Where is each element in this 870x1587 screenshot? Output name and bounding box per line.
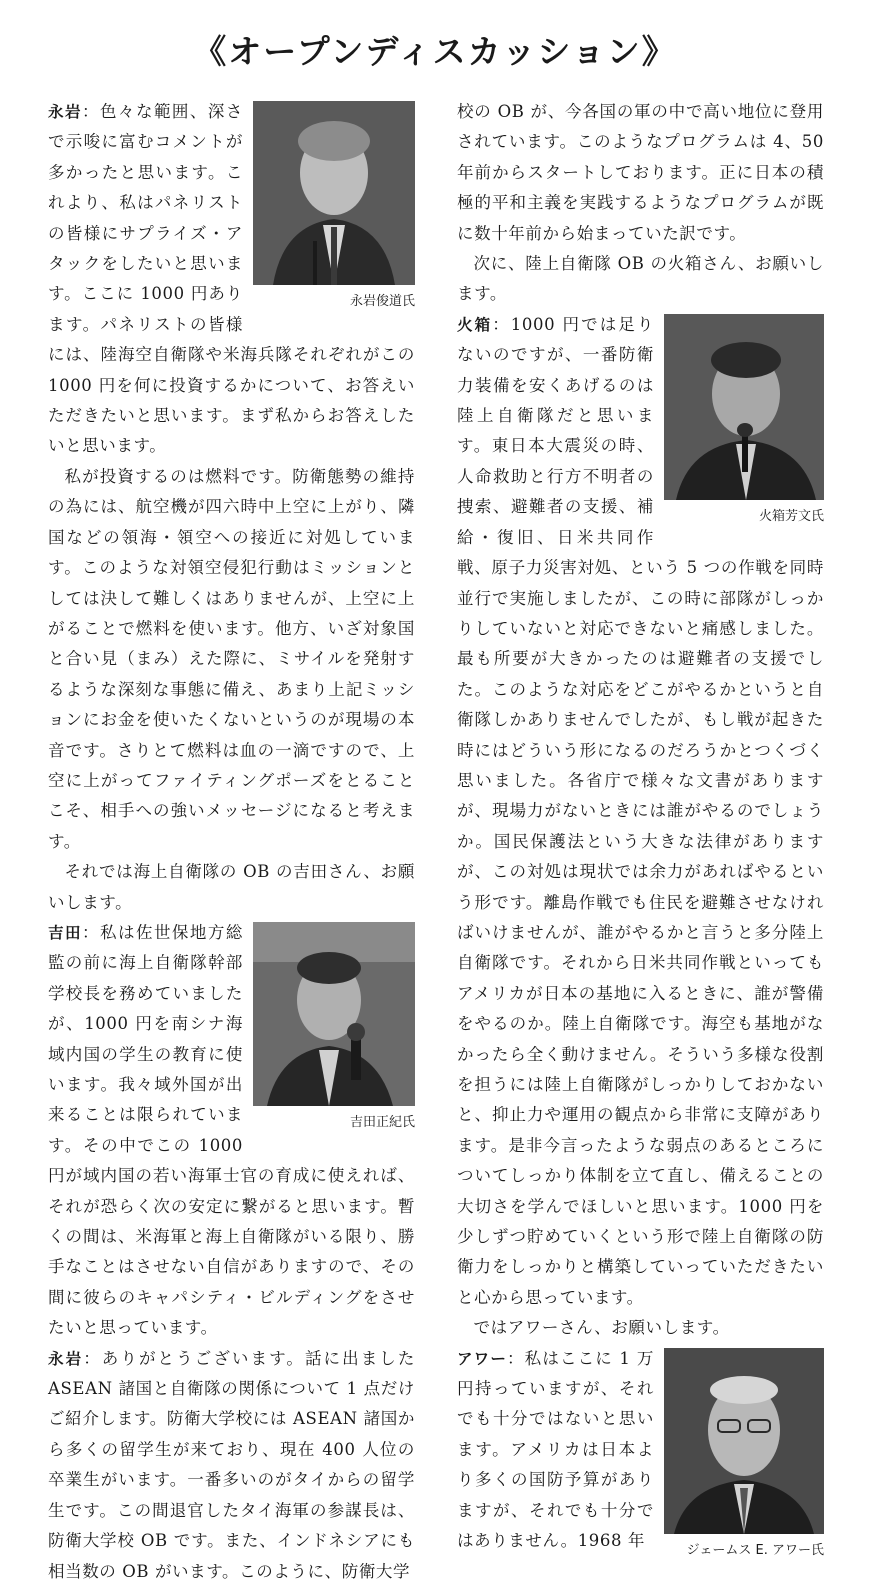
- caption-hibako: 火箱芳文氏: [758, 508, 824, 524]
- speech-text: ：ありがとうございます。話に出ました ASEAN 諸国と自衛隊の関係について 1 点だけご紹介します。防衛大学校には ASEAN 諸国から多くの留学生が来ており、現在 400 人位の卒業生がいます。一番多いのがタイからの留学生です。この間退官したタイ海軍の参謀長は、防衛大学校 OB です。また、インドネシアにも相当数の OB がいます。このように、防衛大学: [48, 1348, 415, 1581]
- speech-text: ：色々な範囲、深さで示唆に富むコメントが多かったと思います。これより、私はパネリストの皆様にサプライズ・アタックをしたいと思います。ここに 1000 円あります。パネリストの皆様には、陸海空自衛隊や米海兵隊それぞれがこの 1000 円を何に投資するかについて、お答えいただきたいと思います。まず私からお答えしたいと思います。: [48, 102, 415, 456]
- speaker-label: 吉田: [48, 923, 82, 942]
- paragraph: それでは海上自衛隊の OB の吉田さん、お願いします。: [48, 862, 415, 912]
- right-column: [457, 97, 824, 1568]
- speech-text: ：1000 円では足りないのですが、一番防衛力装備を安くあげるのは陸上自衛隊だと思います。東日本大震災の時、人命救助と行方不明者の捜索、避難者の支援、補給・復旧、日米共同作戦、原子力災害対処、という 5 つの作戦を同時並行で実施しましたが、この時に部隊がしっかりしていないと対応できないと痛感しました。最も所要が大きかったのは避難者の支援でした。このような対応をどこがやるかというと自衛隊しかありませんでしたが、もし戦が起きた時にはどういう形になるのだろうかとつくづく思いました。各省庁で様々な文書がありますが、現場力がないときには誰がやるのでしょうか。国民保護法という大きな法律がありますが、この対処は現状では余力があればやるという形です。離島作戦でも住民を避難させなければいけませんが、誰がやるかと言うと多分陸上自衛隊です。それから日米共同作戦といってもアメリカが日本の基地に入るときに、誰が警備をやるのか。陸上自衛隊です。海空も基地がなかったら全く動けません。そういう多様な役割を担うには陸上自衛隊がしっかりしておかないと、抑止力や運用の観点から非常に支障があります。是非今言ったような弱点のあるところについてしっかり体制を立て直し、備えることの大切さを学んでほしいと思います。1000 円を少しずつ貯めていくという形で陸上自衛隊の防衛力をしっかりと構築していっていただきたいと心から思っています。: [457, 314, 824, 1307]
- figure-yoshida: [253, 922, 415, 1136]
- paragraph: 校の OB が、今各国の軍の中で高い地位に登用されています。このようなプログラムは 4、50 年前からスタートしております。正に日本の積極的平和主義を実践するようなプログラムが既に数十年前から始まっていた訳です。: [457, 102, 824, 243]
- caption-yoshida: 吉田正紀氏: [349, 1114, 415, 1130]
- photo-nagaiwa: [253, 101, 415, 285]
- figure-auer: [664, 1348, 824, 1564]
- speech-text: ：私はここに 1 万円持っていますが、それでも十分ではないと思います。アメリカは日本より多くの国防予算がありますが、それでも十分ではありません。1968 年: [457, 1348, 654, 1551]
- paragraph: [457, 310, 824, 1313]
- paragraph: [457, 1344, 824, 1557]
- speaker-label: 火箱: [457, 315, 493, 334]
- photo-auer: [664, 1348, 824, 1534]
- paragraph: 私が投資するのは燃料です。防衛態勢の維持の為には、航空機が四六時中上空に上がり、隣国などの領海・領空への接近に対処しています。このような対領空侵犯行動はミッションとしては決して難しくはありませんが、上空に上がることで燃料を使います。他方、いざ対象国と合い見（まみ）えた際に、ミサイルを発射するような深刻な事態に備え、あまり上記ミッションにお金を使いたくないというのが現場の本音です。さりとて燃料は血の一滴ですので、上空に上がってファイティングポーズをとることこそ、相手への強いメッセージになると考えます。: [48, 466, 415, 851]
- photo-yoshida: [253, 922, 415, 1106]
- photo-hibako: [664, 314, 824, 500]
- speech-text: ：私は佐世保地方総監の前に海上自衛隊幹部学校長を務めていましたが、1000 円を南シナ海域内国の学生の教育に使います。我々域外国が出来ることは限られています。その中でこの 1000 円が域内国の若い海軍士官の育成に使えれば、それが恐らく次の安定に繋がると思います。暫くの間は、米海軍と海上自衛隊がいる限り、勝手なことはさせない自信がありますので、その間に彼らのキャパシティ・ビルディングをさせたいと思っています。: [48, 922, 415, 1338]
- left-column: [48, 97, 415, 1587]
- paragraph: 次に、陸上自衛隊 OB の火箱さん、お願いします。: [457, 254, 824, 304]
- figure-nagaiwa: [253, 101, 415, 315]
- figure-hibako: [664, 314, 824, 530]
- paragraph: [48, 1344, 415, 1587]
- paragraph: [48, 918, 415, 1344]
- speaker-label: 永岩: [48, 103, 82, 121]
- page-title: 《オープンディスカッション》: [193, 32, 677, 71]
- caption-nagaiwa: 永岩俊道氏: [349, 294, 415, 309]
- paragraph: [48, 97, 415, 462]
- paragraph: ではアワーさん、お願いします。: [473, 1318, 730, 1338]
- caption-auer: ジェームス E. アワー氏: [686, 1542, 824, 1558]
- speaker-label: アワー: [457, 1349, 507, 1368]
- speaker-label: 永岩: [48, 1349, 84, 1368]
